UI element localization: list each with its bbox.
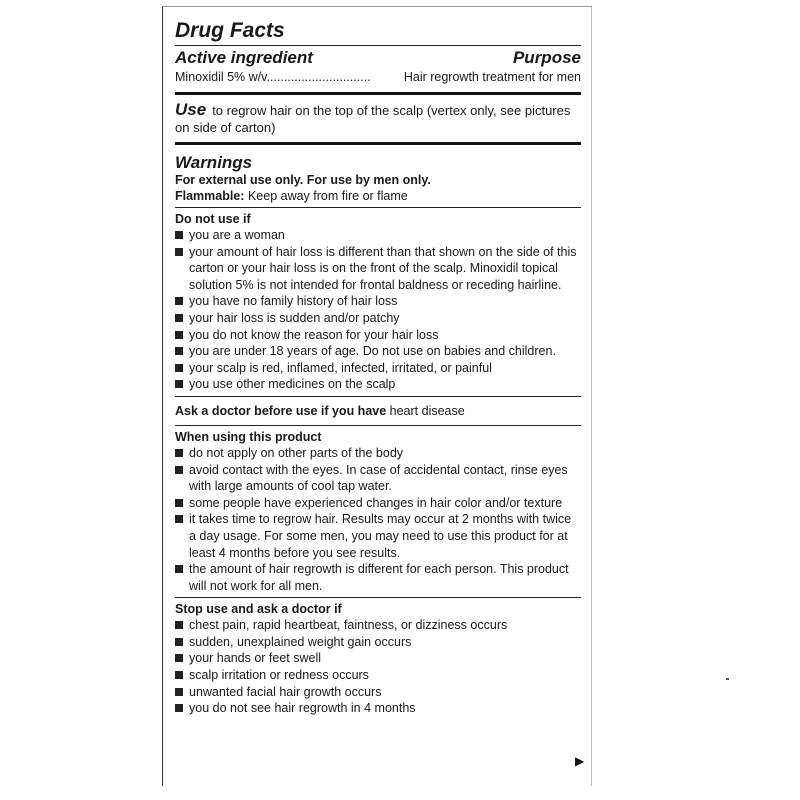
ingredient-row — [175, 69, 581, 85]
divider — [175, 207, 581, 208]
warnings-label: Warnings — [175, 153, 253, 172]
when-using-list — [175, 445, 581, 594]
flammable-warning — [175, 189, 581, 205]
background-speck — [726, 678, 729, 680]
stop-use-label: Stop use and ask a doctor if — [175, 602, 342, 617]
bullet-square-icon — [175, 621, 183, 629]
list-item: some people have experienced changes in hair color and/or texture — [175, 495, 581, 512]
list-item: you do not know the reason for your hair loss — [175, 327, 581, 344]
divider — [175, 396, 581, 397]
section-divider — [175, 142, 581, 145]
list-item: you have no family history of hair loss — [175, 293, 581, 310]
bullet-square-icon — [175, 364, 183, 372]
bullet-square-icon — [175, 380, 183, 388]
list-item: the amount of hair regrowth is different for each person. This product will not work for all men. — [175, 561, 581, 594]
drug-facts-panel — [162, 6, 592, 786]
bullet-square-icon — [175, 499, 183, 507]
drug-facts-content — [175, 7, 581, 717]
use-section — [175, 95, 581, 142]
bullet-square-icon — [175, 515, 183, 523]
purpose-label: Purpose — [512, 48, 581, 67]
title-rule — [175, 45, 581, 46]
bullet-square-icon — [175, 231, 183, 239]
list-item: your hands or feet swell — [175, 650, 581, 667]
bullet-square-icon — [175, 449, 183, 457]
list-item: sudden, unexplained weight gain occurs — [175, 634, 581, 651]
bullet-square-icon — [175, 347, 183, 355]
do-not-use-list — [175, 227, 581, 393]
list-item: it takes time to regrow hair. Results may occur at 2 months with twice a day usage. For some men, you may need to use this product for at least 4 months before you see results. — [175, 511, 581, 561]
do-not-use-label: Do not use if — [175, 212, 251, 226]
bullet-square-icon — [175, 638, 183, 646]
continue-arrow-icon: ▶ — [575, 754, 585, 768]
bullet-square-icon — [175, 704, 183, 712]
stop-use-list — [175, 617, 581, 717]
list-item: you use other medicines on the scalp — [175, 376, 581, 393]
bullet-square-icon — [175, 314, 183, 322]
list-item: your amount of hair loss is different than that shown on the side of this carton or your hair loss is on the front of the scalp. Minoxidil topical solution 5% is not intended for frontal baldness or receding hairline. — [175, 244, 581, 294]
bullet-square-icon — [175, 297, 183, 305]
use-text: to regrow hair on the top of the scalp (vertex only, see pictures on side of carton) — [175, 103, 571, 135]
list-item: scalp irritation or redness occurs — [175, 667, 581, 684]
bullet-square-icon — [175, 248, 183, 256]
external-use-warning: For external use only. For use by men only. — [175, 173, 431, 187]
ask-doctor-text: heart disease — [389, 403, 465, 418]
ask-doctor-label: Ask a doctor before use if you have — [175, 403, 387, 418]
list-item: you do not see hair regrowth in 4 months — [175, 700, 581, 717]
list-item: chest pain, rapid heartbeat, faintness, or dizziness occurs — [175, 617, 581, 634]
bullet-square-icon — [175, 466, 183, 474]
flammable-text: Keep away from fire or flame — [247, 188, 408, 203]
bullet-square-icon — [175, 331, 183, 339]
ingredient-purpose: Hair regrowth treatment for men — [403, 70, 581, 84]
bullet-square-icon — [175, 654, 183, 662]
flammable-label: Flammable: — [175, 188, 245, 203]
list-item: unwanted facial hair growth occurs — [175, 684, 581, 701]
list-item: avoid contact with the eyes. In case of accidental contact, rinse eyes with large amounts of cool tap water. — [175, 462, 581, 495]
list-item: you are under 18 years of age. Do not use on babies and children. — [175, 343, 581, 360]
bullet-square-icon — [175, 688, 183, 696]
use-label: Use — [175, 100, 207, 119]
ingredient-name: Minoxidil 5% w/v.............................. — [175, 70, 371, 84]
list-item: do not apply on other parts of the body — [175, 445, 581, 462]
divider — [175, 425, 581, 426]
divider — [175, 597, 581, 598]
bullet-square-icon — [175, 671, 183, 679]
drug-facts-title: Drug Facts — [175, 19, 285, 42]
active-ingredient-header — [175, 48, 581, 68]
when-using-label: When using this product — [175, 429, 322, 444]
list-item: your hair loss is sudden and/or patchy — [175, 310, 581, 327]
list-item: you are a woman — [175, 227, 581, 244]
active-ingredient-label: Active ingredient — [175, 48, 313, 67]
list-item: your scalp is red, inflamed, infected, irritated, or painful — [175, 360, 581, 377]
ask-doctor-line — [175, 400, 581, 422]
bullet-square-icon — [175, 565, 183, 573]
